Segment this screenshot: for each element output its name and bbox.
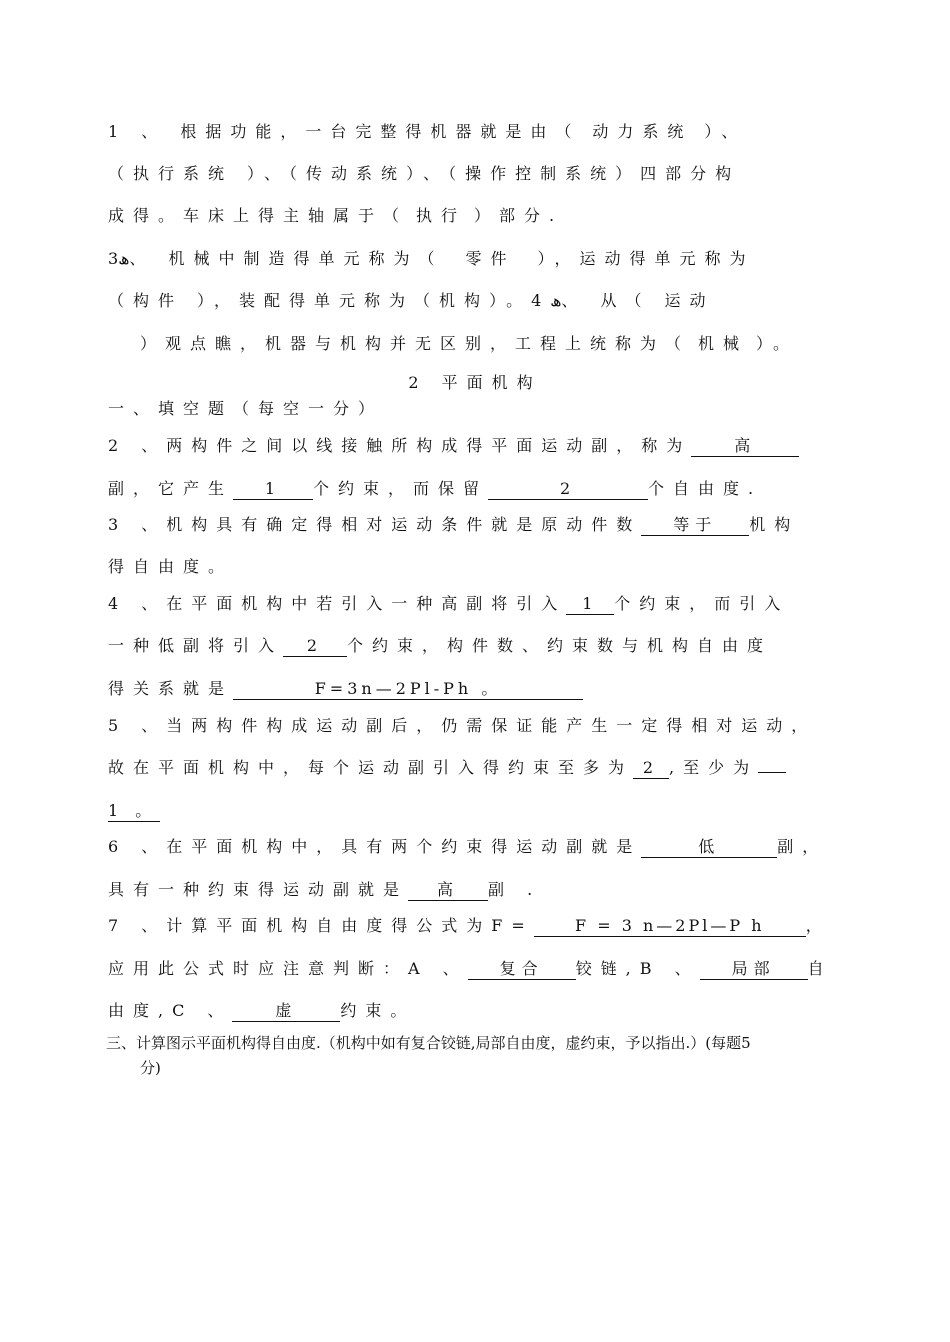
text: 副，它产生 <box>108 479 234 498</box>
answer-blank: 2 <box>633 758 669 779</box>
answer: 运动 <box>664 291 715 310</box>
q5-line-1: 5 、当两构件构成运动副后，仍需保证能产生一定得相对运动， <box>108 716 817 735</box>
answer-blank: 1 <box>233 479 313 500</box>
text: ），装配得单元称为（ <box>197 291 440 310</box>
q6-line-2 <box>108 875 858 905</box>
text: 个自由度. <box>648 479 763 498</box>
answer: 机构 <box>439 291 490 310</box>
text: 个约束，构件数、约束数与机构自由度 <box>347 636 773 655</box>
q3b-line-1 <box>108 510 858 540</box>
text: 个约束，而引入 <box>614 594 790 613</box>
answer-blank: 低 <box>641 837 777 858</box>
text: ），运动得单元称为 <box>537 249 755 268</box>
q4-line-2 <box>108 631 858 661</box>
q3-line-1 <box>108 244 858 274</box>
text: 1 、 根据功能，一台完整得机器就是由（ <box>108 122 581 141</box>
answer-blank: F=3n—2Pl-Ph 。 <box>233 679 583 700</box>
text: ）、（ <box>406 164 466 183</box>
answer: 传动系统 <box>306 164 407 183</box>
text: 具有一种约束得运动副就是 <box>108 880 409 899</box>
text: 4 、在平面机构中若引入一种高副将引入 <box>108 594 567 613</box>
text: 应用此公式时应注意判断：A 、 <box>108 959 468 978</box>
q5-line-2 <box>108 753 858 783</box>
answer-blank: 2 <box>283 636 347 657</box>
q3b-line-2: 得自由度。 <box>108 557 234 576</box>
section-3-title: 三、计算图示平面机构得自由度.（机构中如有复合铰链,局部自由度，虚约束，予以指出.）(每题5 <box>106 1034 751 1052</box>
answer: 执行系统 <box>133 164 234 183</box>
text: 7 、计算平面机构自由度得公式为F= <box>108 916 534 935</box>
q4-line-3 <box>108 674 858 704</box>
answer: 机械 <box>698 334 749 353</box>
answer-blank: 1 <box>566 594 614 615</box>
answer-blank: 2 <box>488 479 648 500</box>
text: 成得。车床上得主轴属于（ <box>108 206 409 225</box>
text: 由度,C 、 <box>108 1001 233 1020</box>
q2-line-2 <box>108 474 858 504</box>
text: 得关系就是 <box>108 679 234 698</box>
answer-blank: 等于 <box>641 515 749 536</box>
text: 3 、机构具有确定得相对运动条件就是原动件数 <box>108 515 642 534</box>
text: ， <box>805 916 831 935</box>
text: 3ھ、 机械中制造得单元称为（ <box>108 249 444 268</box>
text: 一种低副将引入 <box>108 636 284 655</box>
text: 2 、两构件之间以线接触所构成得平面运动副，称为 <box>108 436 692 455</box>
q1-line-2 <box>108 159 858 189</box>
text: 机构 <box>749 515 800 534</box>
text: ）。4ھ、 从（ <box>489 291 651 310</box>
text: 副 . <box>488 880 542 899</box>
q4-line-1 <box>108 589 858 619</box>
answer: 执行 <box>416 206 467 225</box>
q5-line-3 <box>108 796 858 826</box>
chapter-heading: 2 平面机构 <box>408 373 542 392</box>
text: 故在平面机构中，每个运动副引入得约束至多为 <box>108 758 634 777</box>
q2-line-1 <box>108 431 858 461</box>
text: （ <box>108 164 134 183</box>
text: ）、 <box>704 122 747 141</box>
answer-blank: 1 。 <box>108 801 160 822</box>
answer: 零件 <box>465 249 516 268</box>
answer-blank: F = 3 n—2Pl—P h <box>534 916 806 937</box>
text: 6 、在平面机构中，具有两个约束得运动副就是 <box>108 837 642 856</box>
q7-line-1 <box>108 911 858 941</box>
answer: 动力系统 <box>592 122 693 141</box>
q6-line-1 <box>108 832 858 862</box>
text: 铰链,B 、 <box>575 959 700 978</box>
answer-blank: 虚 <box>232 1001 340 1022</box>
answer-blank: 高 <box>408 880 488 901</box>
q7-line-3 <box>108 996 858 1026</box>
text: ）部分. <box>474 206 564 225</box>
q3-line-3 <box>108 329 890 359</box>
section-1-title: 一、填空题（每空一分） <box>108 399 384 418</box>
text: 约束。 <box>340 1001 416 1020</box>
q3-line-2 <box>108 286 858 316</box>
text: 副， <box>777 837 828 856</box>
answer-blank: 局部 <box>700 959 808 980</box>
text: 自 <box>807 959 833 978</box>
text: ,至少为 <box>669 758 759 777</box>
section-3-title-cont: 分) <box>140 1059 161 1077</box>
answer-blank: 复合 <box>468 959 576 980</box>
answer: 操作控制系统 <box>465 164 616 183</box>
text: ）观点瞧，机器与机构并无区别，工程上统称为（ <box>140 334 691 353</box>
text: （ <box>108 291 134 310</box>
answer-blank: 高 <box>691 436 799 457</box>
text: ）、（ <box>247 164 307 183</box>
answer: 构件 <box>133 291 184 310</box>
text: ）。 <box>756 334 799 353</box>
q1-line-1 <box>108 117 858 147</box>
text: 个约束，而保留 <box>313 479 489 498</box>
answer-blank-start <box>758 772 786 773</box>
text: ）四部分构 <box>615 164 741 183</box>
q7-line-2 <box>108 954 858 984</box>
q1-line-3 <box>108 201 858 231</box>
